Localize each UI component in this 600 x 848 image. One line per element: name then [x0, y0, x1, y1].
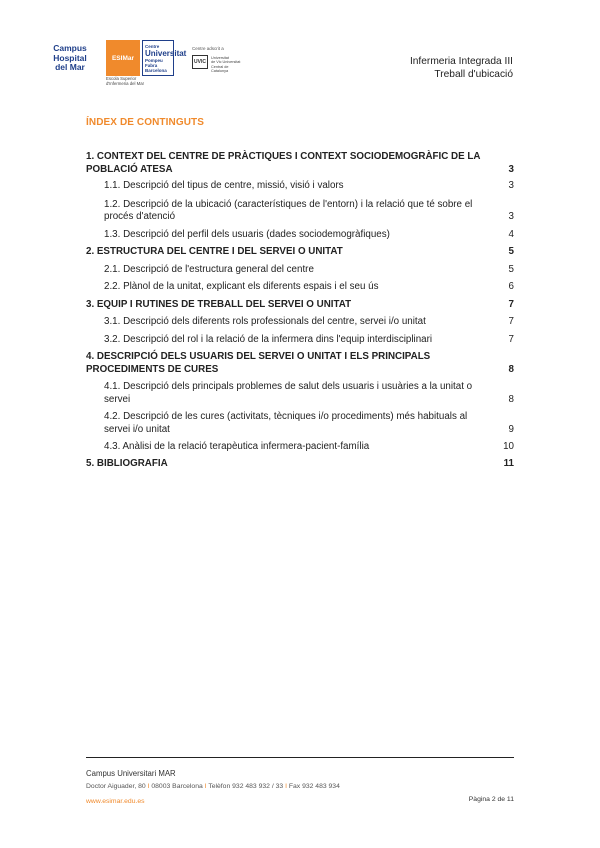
toc-section-entry[interactable] — [86, 299, 514, 312]
footer-phone: Telèfon 932 483 932 / 33 — [208, 783, 284, 790]
toc-entry-page-number: 3 — [508, 163, 514, 175]
toc-subsection-entry[interactable] — [86, 199, 514, 224]
page-header — [0, 0, 600, 100]
uvic-text-line: de Vic Universitat — [211, 60, 241, 65]
page-footer — [86, 769, 514, 807]
footer-divider — [86, 757, 514, 758]
footer-website-link[interactable]: www.esimar.edu.es — [86, 798, 145, 805]
campus-logo-line: Campus — [53, 43, 87, 53]
footer-separator: I — [147, 783, 150, 790]
toc-entry-title: 1.2. Descripció de la ubicació (característiques de l'entorn) i la relació que té sobre el procés d'atenció — [104, 198, 473, 222]
upf-logo — [142, 40, 187, 76]
toc-subsection-entry[interactable] — [86, 180, 514, 193]
toc-entry-title: 2.2. Plànol de la unitat, explicant els diferents espais i el seu ús — [104, 281, 379, 292]
toc-subsection-entry[interactable] — [86, 334, 514, 347]
toc-entry-title: 3.2. Descripció del rol i la relació de la infermera dins l'equip interdisciplinari — [104, 333, 433, 345]
upf-logo-line: Barcelona — [145, 68, 167, 73]
footer-address — [86, 782, 514, 792]
toc-entry-page-number: 9 — [508, 423, 514, 435]
toc-entry-page-number: 6 — [508, 281, 514, 292]
toc-section-entry[interactable] — [86, 458, 514, 471]
toc-title: ÍNDEX DE CONTINGUTS — [86, 117, 205, 128]
toc-entry-title: 4.1. Descripció dels principals problemes de salut dels usuaris i usuàries a la unitat o servei — [104, 381, 473, 405]
toc-section-entry[interactable] — [86, 151, 514, 176]
toc-subsection-entry[interactable] — [86, 264, 514, 277]
uvic-text-line: Central de Catalunya — [211, 64, 229, 73]
toc-entry-page-number: 11 — [503, 457, 514, 469]
footer-address-city: 08003 Barcelona — [151, 783, 203, 790]
footer-fax: Fax 932 483 934 — [288, 783, 340, 790]
uvic-logo-mark: UVIC — [192, 55, 208, 69]
campus-hospital-del-mar-logo — [40, 44, 100, 73]
toc-entry-title: 5. BIBLIOGRAFIA — [86, 457, 168, 469]
footer-university: Campus Universitari MAR — [86, 769, 176, 778]
page-number: Pàgina 2 de 11 — [468, 796, 514, 803]
adscrit-label: Centre adscrit a — [192, 46, 224, 51]
esimar-logo-text: ESIMar — [111, 54, 135, 62]
upf-logo-line: Universitat — [145, 49, 187, 58]
campus-logo-line: del Mar — [55, 62, 85, 72]
toc-entry-title: 2. ESTRUCTURA DEL CENTRE I DEL SERVEI O UNITAT — [86, 246, 343, 257]
table-of-contents — [86, 146, 514, 470]
toc-subsection-entry[interactable] — [86, 441, 514, 454]
toc-entry-title: 4. DESCRIPCIÓ DELS USUARIS DEL SERVEI O UNITAT I ELS PRINCIPALS PROCEDIMENTS DE CURES — [86, 351, 431, 375]
toc-subsection-entry[interactable] — [86, 411, 514, 436]
toc-entry-page-number: 7 — [508, 333, 514, 345]
toc-subsection-entry[interactable] — [86, 281, 514, 294]
toc-entry-page-number: 10 — [503, 441, 514, 452]
toc-section-entry[interactable] — [86, 246, 514, 259]
toc-entry-title: 1. CONTEXT DEL CENTRE DE PRÀCTIQUES I CONTEXT SOCIODEMOGRÀFIC DE LA POBLACIÓ ATESA — [86, 151, 481, 175]
esimar-logo — [106, 40, 140, 76]
document-subtitle: Treball d'ubicació — [434, 69, 513, 80]
toc-entry-title: 3.1. Descripció dels diferents rols professionals del centre, servei i/o unitat — [104, 316, 426, 327]
campus-logo-line: Hospital — [53, 52, 87, 63]
toc-entry-page-number: 3 — [508, 180, 514, 191]
toc-entry-title: 2.1. Descripció de l'estructura general del centre — [104, 263, 314, 275]
toc-entry-page-number: 5 — [508, 263, 514, 275]
toc-entry-title: 4.2. Descripció de les cures (activitats, tècniques i/o procediments) més habituals al servei i/o unitat — [104, 411, 468, 435]
toc-entry-page-number: 8 — [508, 393, 514, 405]
upf-logo-line: Pompeu Fabra — [145, 58, 163, 68]
esimar-logo-subtext — [106, 76, 186, 86]
uvic-text-line: Universitat — [211, 56, 229, 60]
footer-separator: I — [285, 783, 287, 790]
toc-entry-page-number: 8 — [508, 363, 514, 375]
toc-entry-page-number: 4 — [508, 228, 514, 240]
toc-entry-title: 3. EQUIP I RUTINES DE TREBALL DEL SERVEI O UNITAT — [86, 298, 352, 310]
toc-entry-page-number: 5 — [508, 246, 514, 257]
toc-entry-title: 1.1. Descripció del tipus de centre, missió, visió i valors — [104, 180, 344, 191]
toc-entry-title: 1.3. Descripció del perfil dels usuaris (dades sociodemogràfiques) — [104, 228, 390, 240]
header-course-info — [410, 55, 513, 81]
toc-entry-title: 4.3. Anàlisi de la relació terapèutica infermera-pacient-família — [104, 441, 370, 452]
logo-subtext-line: Escola Superior — [106, 76, 137, 81]
course-title: Infermeria Integrada III — [409, 56, 513, 67]
upf-logo-line: Centre — [145, 44, 160, 49]
toc-section-entry[interactable] — [86, 351, 514, 376]
footer-address-street: Doctor Aiguader, 80 — [86, 783, 146, 790]
logo-subtext-line: d'Infermeria del Mar — [106, 81, 145, 86]
toc-entry-page-number: 7 — [508, 298, 514, 310]
toc-subsection-entry[interactable] — [86, 316, 514, 329]
toc-entry-page-number: 3 — [508, 211, 514, 222]
toc-subsection-entry[interactable] — [86, 229, 514, 242]
uvic-logo-text — [211, 56, 243, 73]
toc-entry-page-number: 7 — [508, 316, 514, 327]
footer-separator: I — [204, 783, 207, 790]
uvic-logo — [192, 55, 242, 73]
toc-subsection-entry[interactable] — [86, 381, 514, 406]
